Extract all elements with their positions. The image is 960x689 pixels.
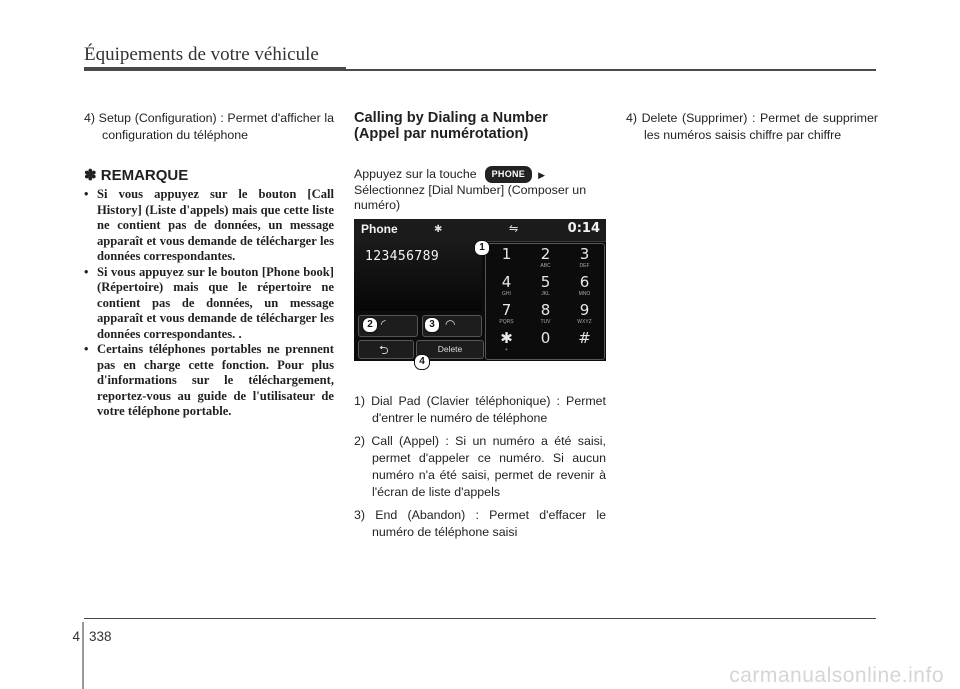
chapter-number: 4 bbox=[72, 629, 80, 644]
phone-key-badge: PHONE bbox=[485, 166, 533, 183]
callout-4: 4 bbox=[414, 354, 430, 370]
dial-key-digit: 6 bbox=[579, 273, 590, 291]
dial-key[interactable] bbox=[565, 274, 604, 302]
dial-key[interactable] bbox=[487, 246, 526, 274]
screen-time: 0:14 bbox=[567, 221, 600, 236]
dial-key-digit: # bbox=[578, 329, 591, 347]
dial-key-letters: GHI bbox=[502, 291, 511, 297]
page-header-title: Équipements de votre véhicule bbox=[84, 44, 319, 65]
dial-pad bbox=[485, 243, 605, 360]
remarque-symbol-icon: ✽ bbox=[84, 167, 97, 184]
header-rule-thin bbox=[346, 69, 876, 71]
remarque-label: REMARQUE bbox=[100, 167, 189, 184]
setup-item: 4) Setup (Configuration) : Permet d'afficher la configuration du téléphone bbox=[84, 111, 334, 142]
column-middle bbox=[354, 110, 606, 213]
dial-key-letters: PQRS bbox=[499, 319, 514, 325]
page-number: 338 bbox=[89, 629, 112, 644]
remarque-bullet: • Si vous appuyez sur le bouton [Call History] (Liste d'appels) mais que cette liste ne contient pas de données, un message apparaît et vous demande de télécharger les données correspondantes. bbox=[84, 187, 334, 263]
list-item: 1) Dial Pad (Clavier téléphonique) : Permet d'entrer le numéro de téléphone bbox=[354, 394, 606, 425]
header-rule-thick bbox=[84, 67, 346, 71]
dial-key[interactable] bbox=[526, 330, 565, 358]
dial-key-digit: ✱ bbox=[500, 329, 513, 347]
footer-divider bbox=[82, 622, 84, 689]
delete-button[interactable]: Delete bbox=[416, 340, 484, 359]
dial-key[interactable] bbox=[487, 274, 526, 302]
section-title: Calling by Dialing a Number (Appel par numérotation) bbox=[354, 110, 548, 142]
dial-key[interactable] bbox=[565, 246, 604, 274]
dial-key-digit: 1 bbox=[501, 245, 512, 263]
callout-3: 3 bbox=[424, 317, 440, 333]
intro-paragraph: Appuyez sur la touche PHONE ▶ Sélectionnez [Dial Number] (Composer un numéro) bbox=[354, 167, 587, 212]
list-item: 4) Delete (Supprimer) : Permet de supprimer les numéros saisis chiffre par chiffre bbox=[626, 111, 878, 142]
dialed-number: 123456789 bbox=[365, 249, 440, 264]
footer-rule bbox=[84, 618, 876, 619]
dial-key-letters: TUV bbox=[540, 319, 551, 325]
dial-key[interactable] bbox=[526, 246, 565, 274]
end-call-icon: ◠ bbox=[445, 317, 456, 331]
back-button[interactable] bbox=[358, 340, 414, 359]
dial-key-digit: 5 bbox=[540, 273, 551, 291]
dial-key-letters: JKL bbox=[541, 291, 550, 297]
column-right bbox=[626, 110, 878, 150]
dial-key-digit: 8 bbox=[540, 301, 551, 319]
screen-title: Phone bbox=[361, 222, 398, 236]
dial-key-digit: 2 bbox=[540, 245, 551, 263]
callout-2: 2 bbox=[362, 317, 378, 333]
dial-key[interactable] bbox=[565, 302, 604, 330]
list-item: 3) End (Abandon) : Permet d'effacer le numéro de téléphone saisi bbox=[354, 508, 606, 539]
dial-key-letters: DEF bbox=[579, 263, 590, 269]
callout-1: 1 bbox=[474, 240, 490, 256]
remarque-heading bbox=[84, 166, 334, 184]
watermark: carmanualsonline.info bbox=[729, 664, 944, 687]
dial-key-letters: WXYZ bbox=[577, 319, 592, 325]
back-arrow-icon: ⮌ bbox=[379, 343, 389, 357]
dial-key-digit: 7 bbox=[501, 301, 512, 319]
remarque-bullet: • Certains téléphones portables ne prennent pas en charge cette fonction. Pour plus d'informations sur le téléchargement, reportez-vous au guide de l'utilisateur de votre téléphone portable. bbox=[84, 342, 334, 418]
dial-key[interactable] bbox=[526, 302, 565, 330]
column-left bbox=[84, 110, 334, 420]
dial-key-letters: ABC bbox=[540, 263, 551, 269]
bluetooth-icon: ✱ bbox=[434, 224, 443, 235]
usb-icon: ⇋ bbox=[509, 223, 519, 235]
list-item: 2) Call (Appel) : Si un numéro a été saisi, permet d'appeler ce numéro. Si aucun numéro n'a été saisi, permet de revenir à l'écran de liste d'appels bbox=[354, 434, 606, 499]
dial-key-letters: MNO bbox=[578, 291, 591, 297]
dial-key-digit: 0 bbox=[540, 329, 551, 347]
arrow-right-icon: ▶ bbox=[538, 170, 546, 180]
dial-key-digit: 3 bbox=[579, 245, 590, 263]
dial-key-digit: 9 bbox=[579, 301, 590, 319]
screen-status-bar bbox=[354, 219, 606, 242]
column-middle-items bbox=[354, 393, 606, 547]
dial-key-digit: 4 bbox=[501, 273, 512, 291]
phone-screen-illustration bbox=[354, 219, 606, 367]
dial-key[interactable] bbox=[565, 330, 604, 358]
dial-key[interactable] bbox=[487, 302, 526, 330]
dial-key[interactable] bbox=[487, 330, 526, 358]
remarque-bullet: • Si vous appuyez sur le bouton [Phone book] (Répertoire) mais que le répertoire ne contient pas de données, un message apparaît et vous demande de télécharger les données correspondantes. . bbox=[84, 264, 334, 341]
call-icon: ◜ bbox=[381, 317, 386, 331]
dial-key-letters: + bbox=[505, 347, 508, 353]
dial-key[interactable] bbox=[526, 274, 565, 302]
